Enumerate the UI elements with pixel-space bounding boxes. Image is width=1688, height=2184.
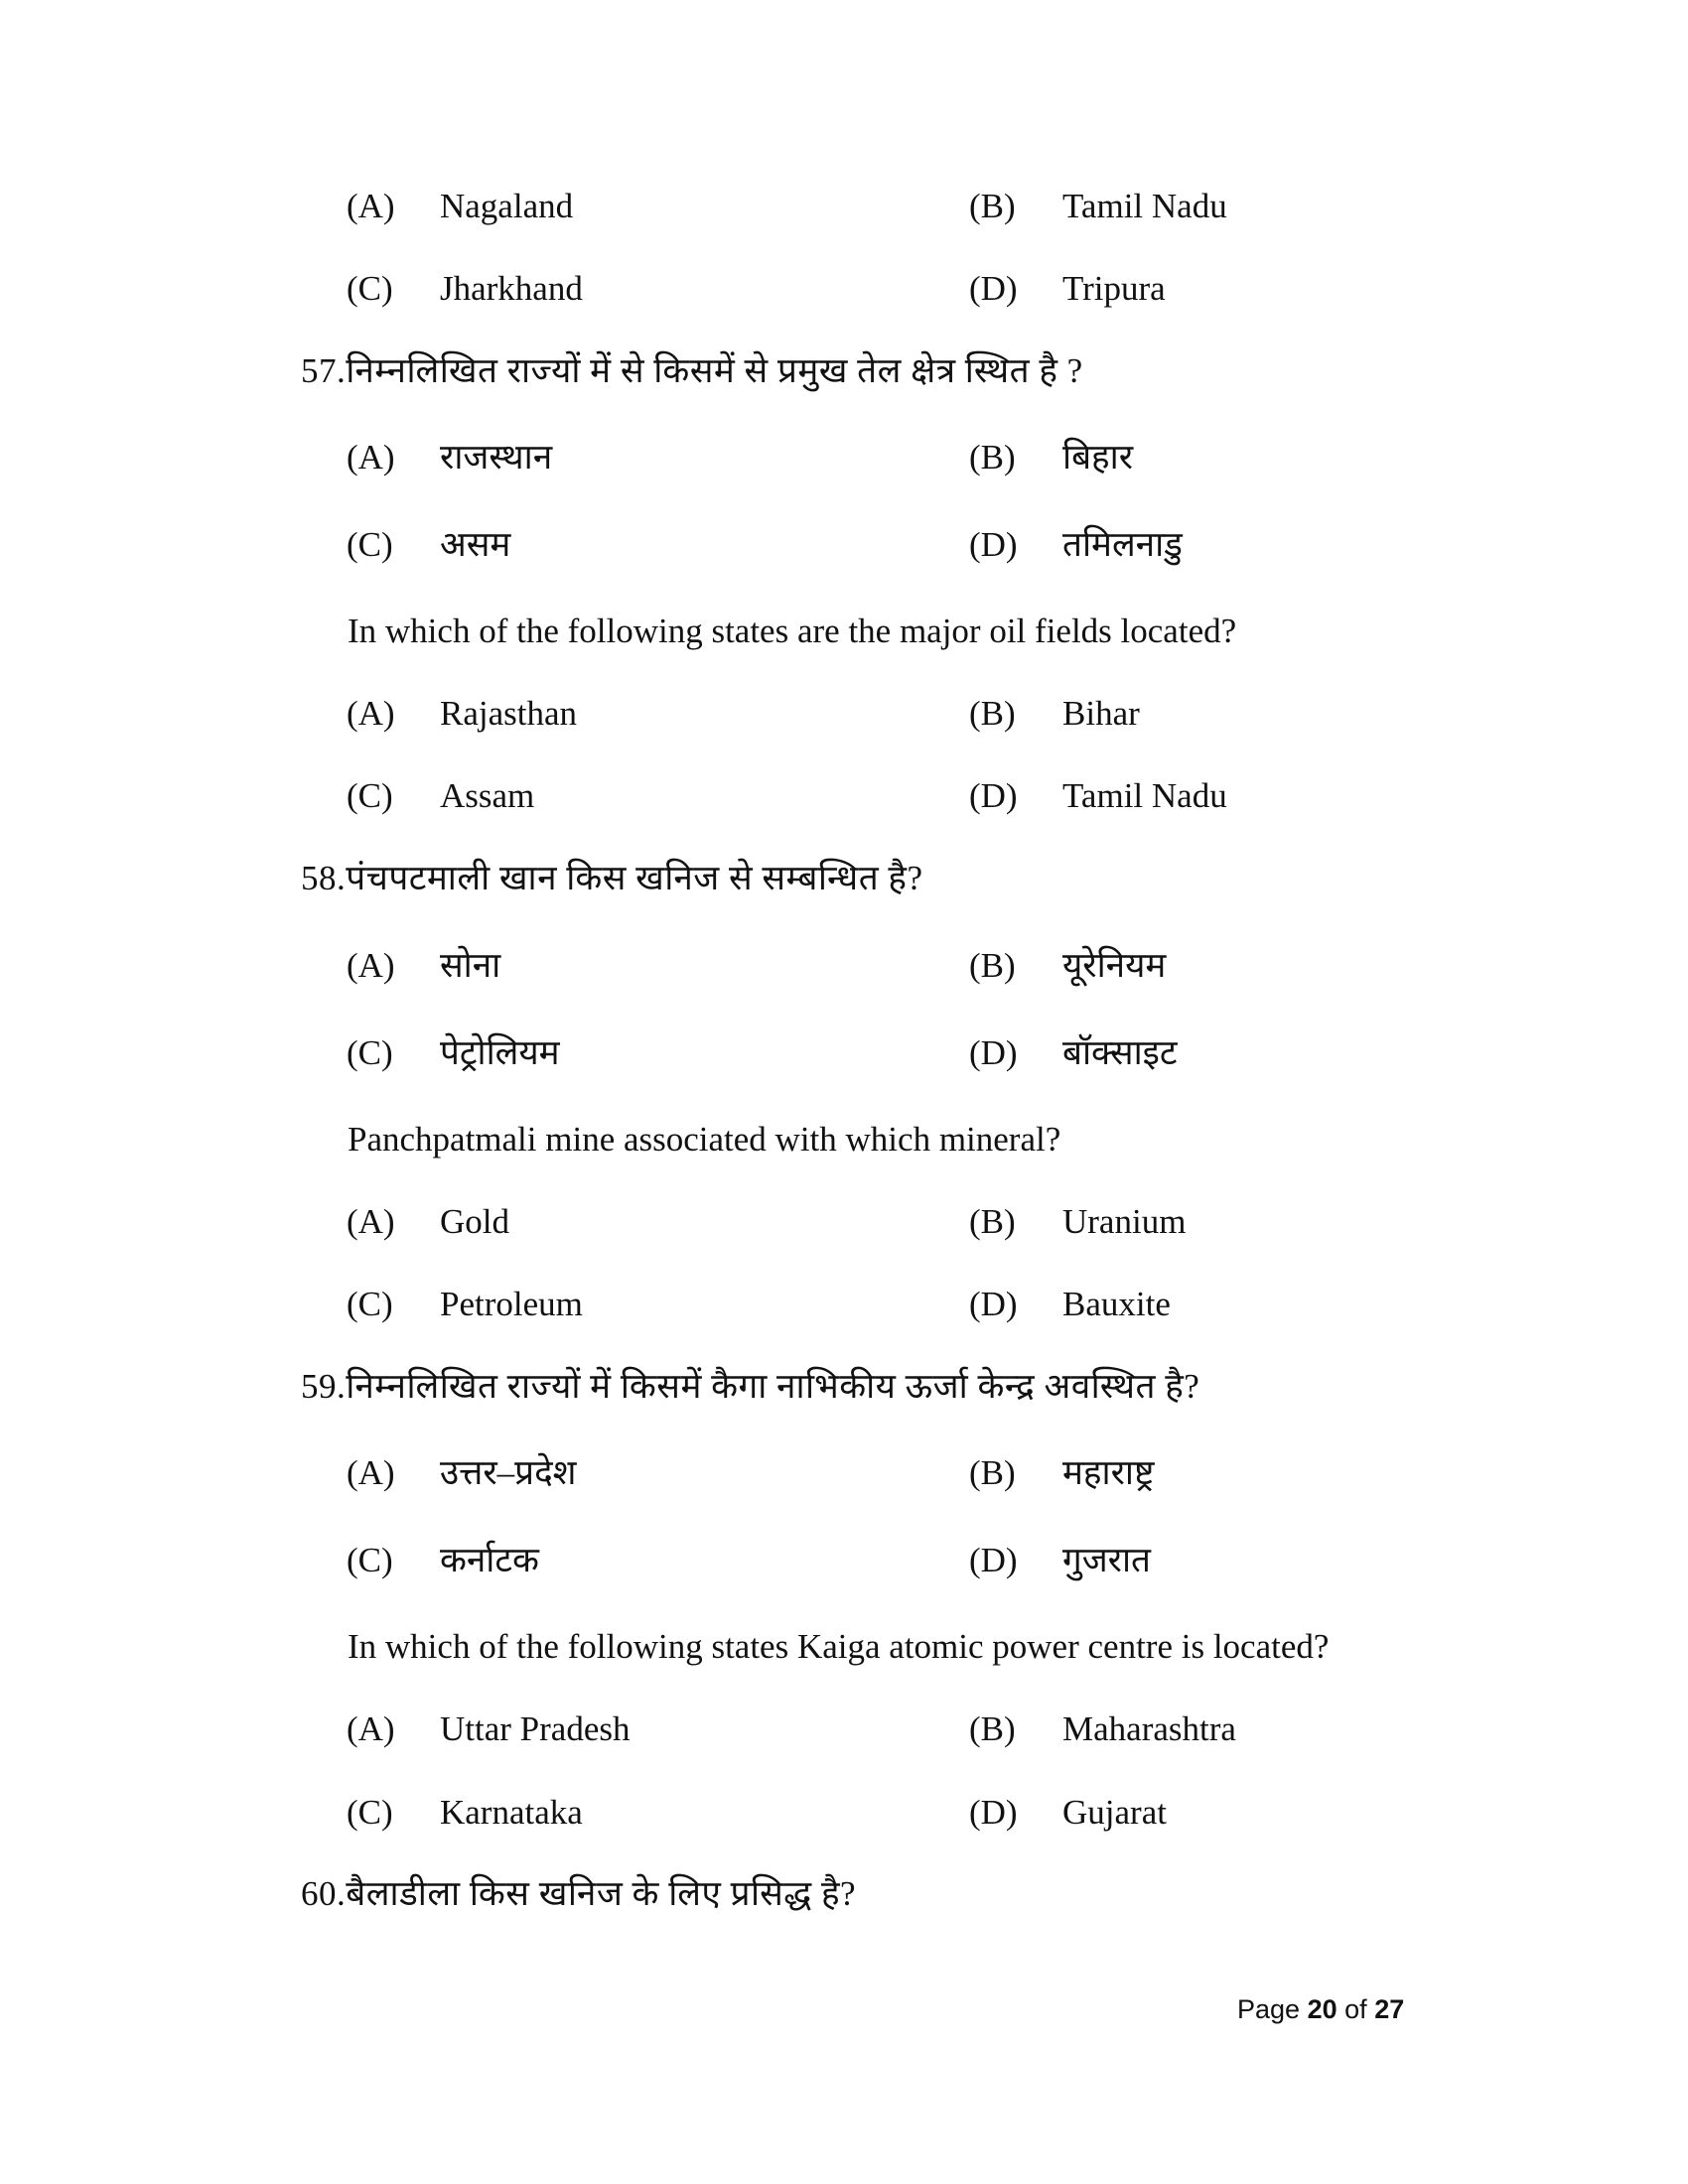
question-english: In which of the following states are the major oil fields located? [348, 612, 1237, 650]
option-label: (D) [969, 1285, 1018, 1323]
option-text: तमिलनाडु [1062, 525, 1183, 564]
option-text: Karnataka [440, 1793, 583, 1832]
option-label: (B) [969, 187, 1016, 225]
page-current: 20 [1307, 1994, 1337, 2024]
option-label: (A) [347, 1709, 395, 1748]
option-label: (A) [347, 1202, 395, 1241]
option-text: उत्तर–प्रदेश [440, 1453, 577, 1492]
option-text: Uranium [1062, 1202, 1187, 1241]
option-text: राजस्थान [440, 438, 553, 477]
option-text: Gold [440, 1202, 509, 1241]
option-label: (C) [347, 1285, 393, 1323]
question-hindi-text: निम्नलिखित राज्यों में किसमें कैगा नाभिकीय ऊर्जा केन्द्र अवस्थित है? [346, 1367, 1200, 1406]
page-prefix: Page [1237, 1994, 1301, 2024]
option-text: Jharkhand [440, 269, 583, 308]
option-label: (A) [347, 438, 395, 477]
option-text: कर्नाटक [440, 1541, 539, 1579]
option-label: (D) [969, 1033, 1018, 1072]
question-hindi [301, 1874, 856, 1914]
option-text: Tamil Nadu [1062, 187, 1227, 225]
question-hindi-text: पंचपटमाली खान किस खनिज से सम्बन्धित है? [346, 859, 923, 897]
question-hindi [301, 1367, 1199, 1407]
option-label: (C) [347, 1541, 393, 1579]
option-text: यूरेनियम [1062, 946, 1167, 985]
option-text: असम [440, 525, 511, 564]
option-text: बॉक्साइट [1062, 1033, 1178, 1072]
option-label: (C) [347, 1033, 393, 1072]
option-label: (C) [347, 1793, 393, 1832]
page-total: 27 [1374, 1994, 1405, 2024]
page-number [1237, 1993, 1404, 2025]
question-hindi-text: निम्नलिखित राज्यों में से किसमें से प्रमुख तेल क्षेत्र स्थित है ? [346, 351, 1083, 390]
option-label: (D) [969, 269, 1018, 308]
option-text: Rajasthan [440, 694, 578, 733]
option-text: महाराष्ट्र [1062, 1453, 1155, 1492]
option-text: Petroleum [440, 1285, 583, 1323]
option-text: पेट्रोलियम [440, 1033, 560, 1072]
option-label: (A) [347, 694, 395, 733]
option-text: गुजरात [1062, 1541, 1152, 1579]
question-english: Panchpatmali mine associated with which mineral? [348, 1120, 1061, 1159]
option-text: Nagaland [440, 187, 574, 225]
option-text: Bihar [1062, 694, 1140, 733]
question-number: 57. [301, 351, 347, 390]
option-label: (C) [347, 269, 393, 308]
option-label: (B) [969, 1453, 1016, 1492]
option-label: (A) [347, 1453, 395, 1492]
option-text: Bauxite [1062, 1285, 1171, 1323]
option-label: (C) [347, 776, 393, 815]
question-hindi [301, 351, 1083, 391]
option-label: (D) [969, 1541, 1018, 1579]
option-label: (A) [347, 946, 395, 985]
option-label: (D) [969, 776, 1018, 815]
option-text: Uttar Pradesh [440, 1709, 631, 1748]
option-label: (B) [969, 694, 1016, 733]
option-text: बिहार [1062, 438, 1134, 477]
option-text: Tamil Nadu [1062, 776, 1227, 815]
option-label: (A) [347, 187, 395, 225]
option-text: सोना [440, 946, 501, 985]
question-number: 58. [301, 859, 347, 897]
option-label: (D) [969, 525, 1018, 564]
question-hindi-text: बैलाडीला किस खनिज के लिए प्रसिद्ध है? [346, 1874, 857, 1913]
option-text: Assam [440, 776, 535, 815]
page-of: of [1344, 1994, 1367, 2024]
option-label: (B) [969, 1709, 1016, 1748]
question-number: 60. [301, 1874, 347, 1913]
option-text: Gujarat [1062, 1793, 1167, 1832]
question-hindi [301, 859, 923, 898]
option-text: Maharashtra [1062, 1709, 1236, 1748]
option-text: Tripura [1062, 269, 1166, 308]
option-label: (B) [969, 946, 1016, 985]
option-label: (B) [969, 438, 1016, 477]
option-label: (D) [969, 1793, 1018, 1832]
option-label: (B) [969, 1202, 1016, 1241]
question-english: In which of the following states Kaiga atomic power centre is located? [348, 1627, 1330, 1666]
question-number: 59. [301, 1367, 347, 1406]
option-label: (C) [347, 525, 393, 564]
